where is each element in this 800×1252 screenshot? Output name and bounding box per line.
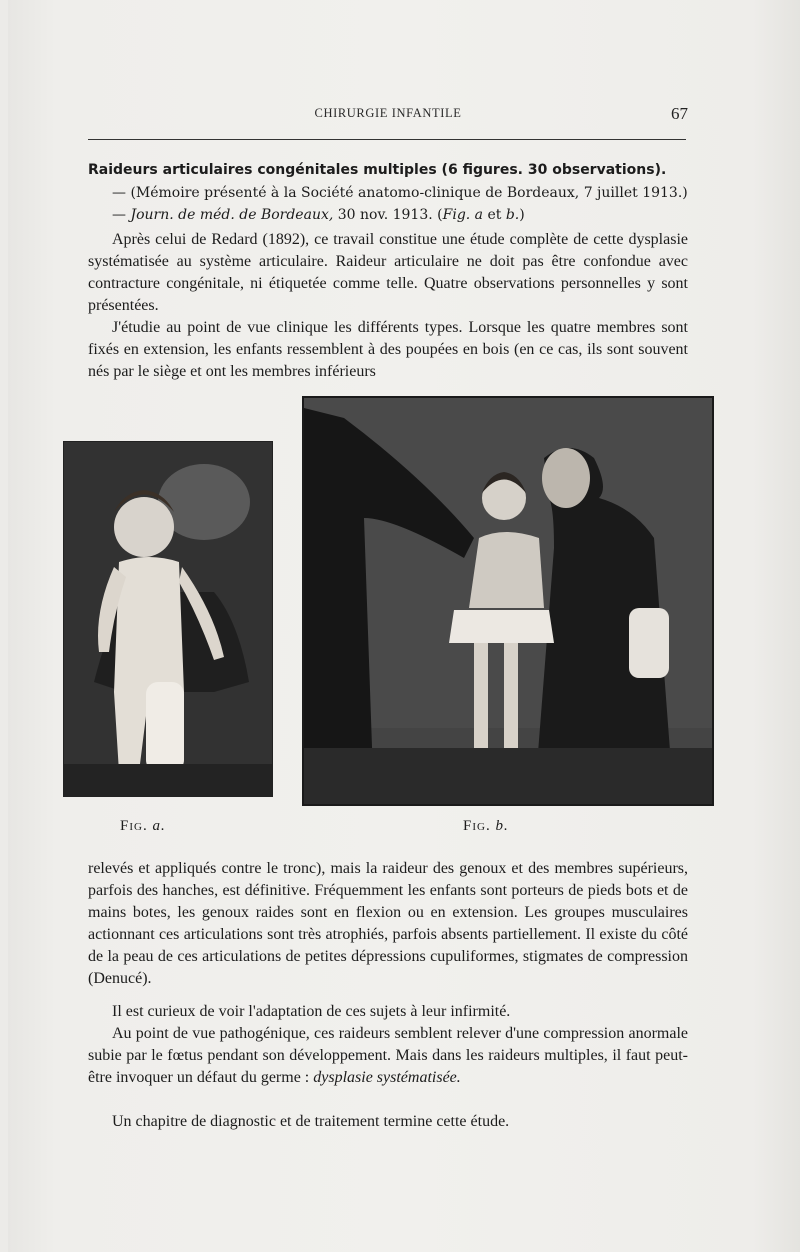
paragraph-adaptation-text: Il est curieux de voir l'adaptation de ces sujets à leur infirmité.	[112, 1003, 511, 1020]
citation-fig-b: b.	[505, 207, 520, 223]
citation-journal: Journ. de méd. de Bordeaux,	[130, 207, 334, 223]
figure-a-photo	[63, 441, 273, 797]
citation-date: 30 nov. 1913. (	[333, 207, 443, 223]
figure-a-caption-letter: a.	[152, 818, 166, 834]
paragraph-conclusion	[88, 1111, 688, 1133]
figure-b-caption-prefix: Fig.	[463, 818, 491, 834]
running-head	[88, 104, 688, 124]
paragraph-clinical-text: J'étudie au point de vue clinique les différents types. Lorsque les quatre membres sont fixés en extension, les enfants ressemblent à des poupées en bois (en ce cas, ils sont souvent nés par le siège et ont les membres inférieurs	[88, 319, 688, 380]
paragraph-pathogenesis	[88, 1023, 688, 1089]
figure-a-caption-prefix: Fig.	[120, 818, 148, 834]
paragraph-adaptation	[88, 1001, 688, 1023]
paragraph-clinical	[88, 317, 688, 383]
header-rule	[88, 139, 686, 140]
citation-close: )	[519, 207, 525, 223]
article-citation	[112, 182, 688, 226]
paragraph-intro	[88, 229, 688, 317]
citation-and: et	[483, 207, 506, 223]
page-number: 67	[671, 104, 688, 123]
citation-prefix: — (Mémoire présenté à la Société anatomo-clinique de Bordeaux, 7 juillet 1913.) —	[112, 185, 688, 223]
figure-b-image	[304, 398, 712, 804]
paragraph-conclusion-text: Un chapitre de diagnostic et de traitement termine cette étude.	[112, 1113, 510, 1130]
figure-a-caption	[120, 818, 166, 835]
article-heading: Raideurs articulaires congénitales multiples (6 figures. 30 observations).	[88, 162, 667, 178]
paragraph-symptoms: relevés et appliqués contre le tronc), mais la raideur des genoux et des membres supérieurs, parfois des hanches, est définitive. Fréquemment les enfants sont porteurs de pieds bots et de mains botes, les genoux raides sont en flexion ou en extension. Les groupes musculaires actionnant ces articulations sont très atrophiés, parfois absents partiellement. Il existe du côté de la peau de ces articulations de petites dépressions cupuliformes, stigmates de compression (Denucé).	[88, 860, 688, 987]
paragraph-intro-text: Après celui de Redard (1892), ce travail constitue une étude complète de cette dysplasie systématisée au système articulaire. Raideur articulaire ne doit pas être confondue avec contracture congénitale, ni étiquetée comme telle. Quatre observations personnelles y sont présentées.	[88, 231, 688, 314]
figure-a-image	[64, 442, 272, 796]
paragraph-pathogenesis-text: Au point de vue pathogénique, ces raideurs semblent relever d'une compression anormale subie par le fœtus pendant son développement. Mais dans les raideurs multiples, il faut peut-être invoquer un défaut du germe :	[88, 1025, 688, 1086]
citation-fig-a: Fig. a	[442, 207, 484, 223]
figure-b-caption-letter: b.	[495, 818, 509, 834]
figure-b-caption	[463, 818, 509, 835]
figure-b-photo	[302, 396, 714, 806]
paragraph-pathogenesis-italic: dysplasie systématisée.	[313, 1069, 461, 1086]
running-title: CHIRURGIE INFANTILE	[314, 106, 462, 120]
